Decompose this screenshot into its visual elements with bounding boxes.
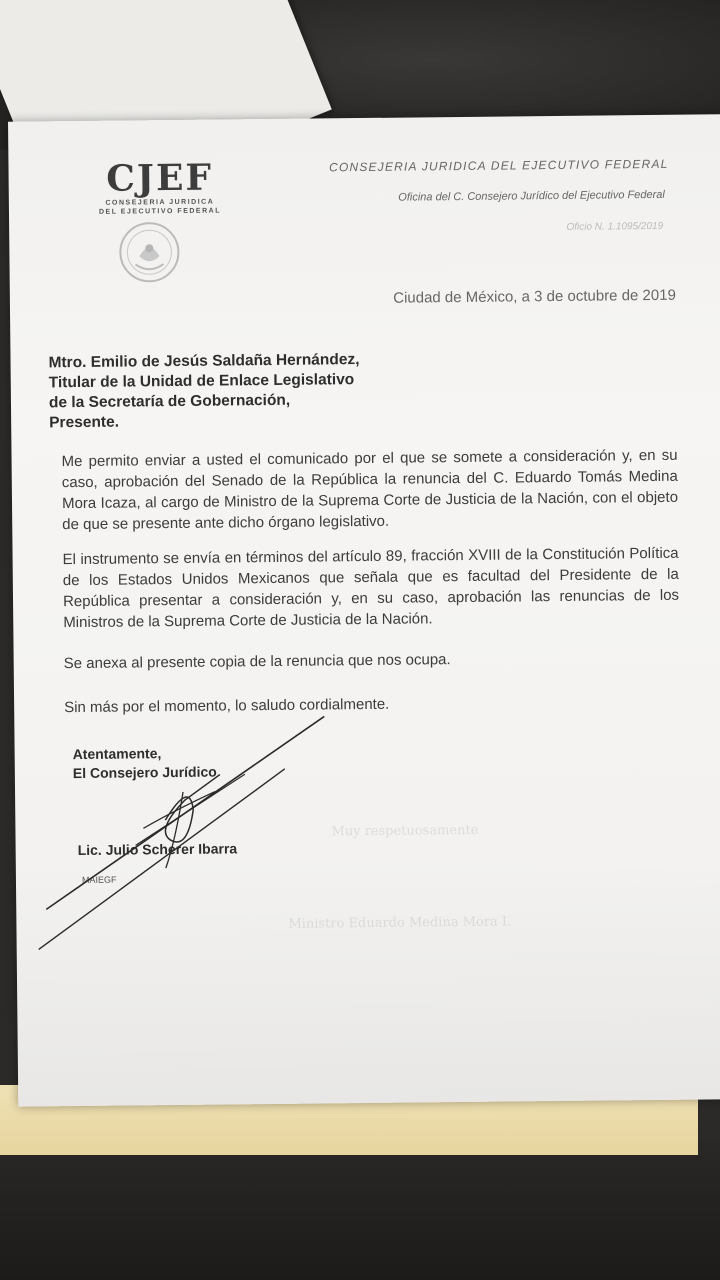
addressee-line-4: Presente. [49, 413, 120, 432]
body-paragraph-1: Me permito enviar a usted el comunicado por el que se somete a consideración y, en su caso, aprobación del Senado de la República la renuncia del C. Eduardo Tomás Medina Mora Icaza, al cargo de Ministro de la Suprema Corte de Justicia de la Nación, con el objeto de que se presente ante dicho órgano legislativo. [61, 446, 679, 534]
bleed-through-line-2: Ministro Eduardo Medina Mora I. [288, 914, 512, 932]
closing-line-2: El Consejero Jurídico [72, 763, 217, 782]
addressee-line-3: de la Secretaría de Gobernación, [48, 391, 291, 412]
logo-title: CJEF [106, 156, 214, 200]
typist-initials: MAIEGF [81, 874, 117, 885]
body-paragraph-4: Sin más por el momento, lo saludo cordialmente. [64, 695, 390, 717]
signer-name: Lic. Julio Scherer Ibarra [77, 840, 238, 859]
letter-page [8, 114, 720, 1106]
bleed-through-line-1: Muy respetuosamente [331, 822, 479, 840]
handwritten-signature [8, 114, 720, 1106]
office-name: CONSEJERIA JURIDICA DEL EJECUTIVO FEDERAL [328, 156, 669, 175]
addressee-line-1: Mtro. Emilio de Jesús Saldaña Hernández, [48, 351, 360, 372]
closing-line-1: Atentamente, [72, 745, 162, 763]
logo-subtitle-1: CONSEJERIA JURIDICA [105, 198, 215, 207]
background-bottom [0, 1140, 720, 1280]
body-paragraph-2: El instrumento se envía en términos del artículo 89, fracción XVIII de la Constitución Política de los Estados Unidos Mexicanos que señala que es facultad del Presidente de la República presentar a consideración y, en su caso, aprobación las renuncias de los Ministros de la Suprema Corte de Justicia de la Nación. [62, 544, 680, 632]
addressee-line-2: Titular de la Unidad de Enlace Legislativo [48, 371, 355, 392]
office-subtitle: Oficina del C. Consejero Jurídico del Ejecutivo Federal [398, 188, 665, 204]
reference-number: Oficio N. 1.1095/2019 [566, 220, 664, 233]
logo-subtitle-2: DEL EJECUTIVO FEDERAL [98, 207, 222, 216]
body-paragraph-3: Se anexa al presente copia de la renuncia que nos ocupa. [63, 651, 451, 673]
letter-date: Ciudad de México, a 3 de octubre de 2019 [393, 286, 676, 307]
